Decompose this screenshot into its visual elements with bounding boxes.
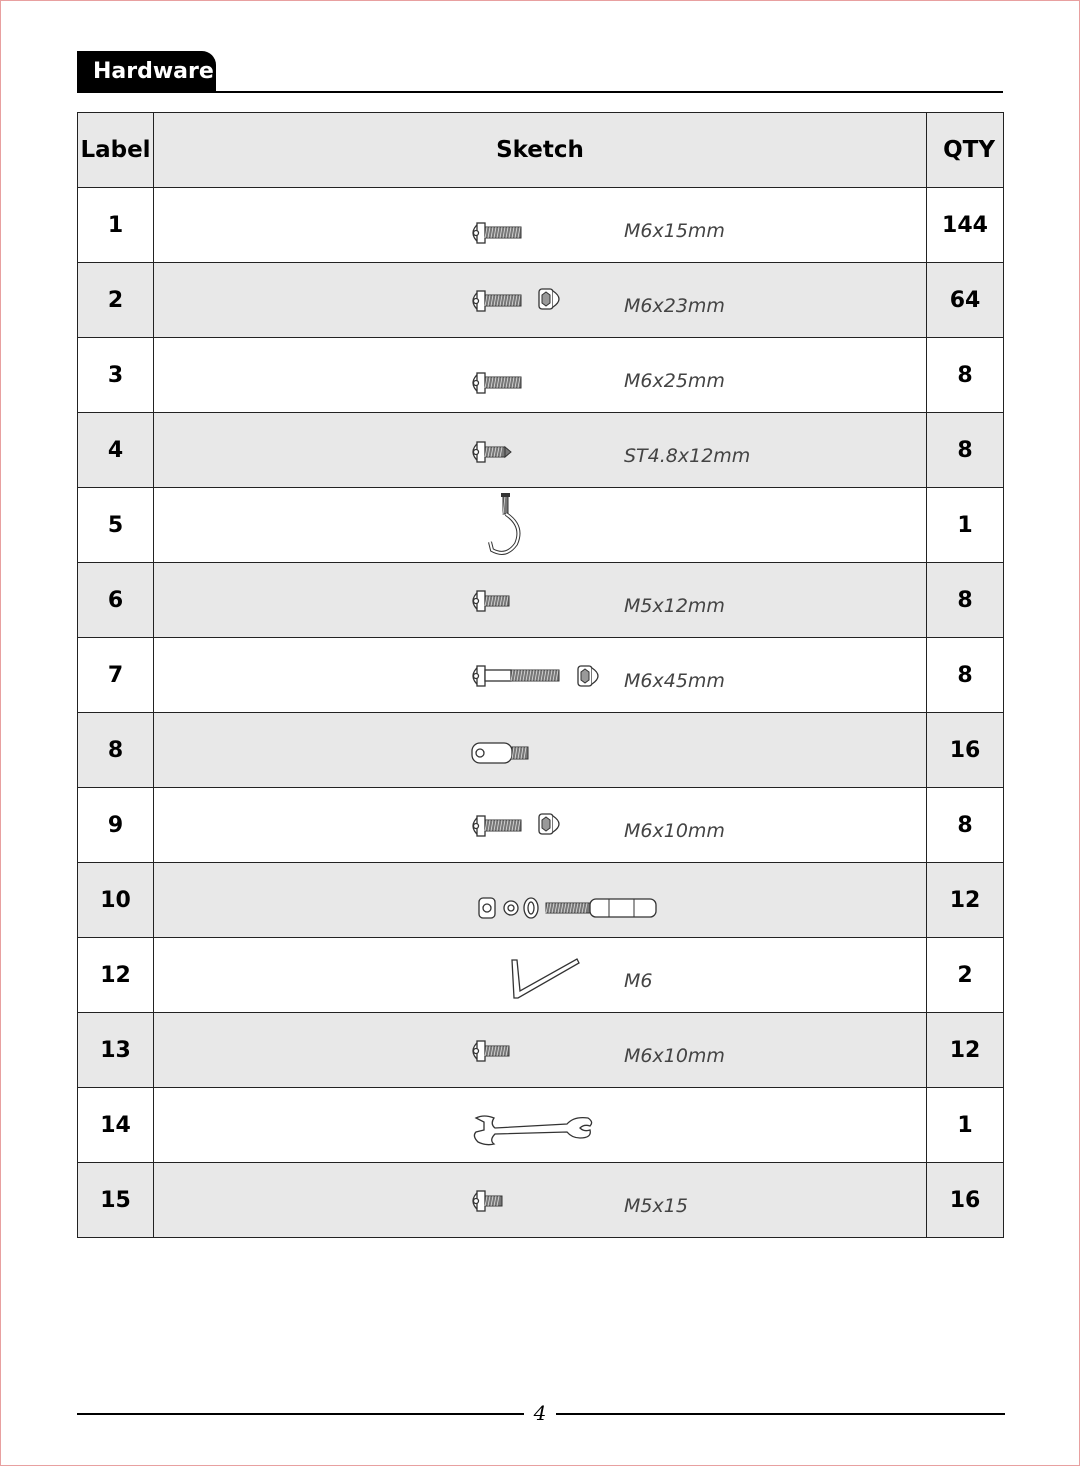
row-spec: M5x12mm bbox=[624, 595, 725, 617]
column-header-label: Label bbox=[78, 113, 154, 188]
row-sketch bbox=[154, 1013, 927, 1088]
row-label: 2 bbox=[78, 263, 154, 338]
row-sketch bbox=[154, 338, 927, 413]
standoff-connector-icon bbox=[154, 713, 925, 787]
table-row bbox=[78, 263, 1004, 338]
column-header-qty: QTY bbox=[927, 113, 1004, 188]
table-row bbox=[78, 413, 1004, 488]
row-spec: M6 bbox=[624, 970, 653, 992]
row-qty: 8 bbox=[927, 638, 1004, 713]
row-qty: 2 bbox=[927, 938, 1004, 1013]
open-end-wrench-icon bbox=[154, 1088, 925, 1162]
row-sketch bbox=[154, 1163, 927, 1238]
table-row bbox=[78, 788, 1004, 863]
table-row bbox=[78, 1013, 1004, 1088]
table-row bbox=[78, 338, 1004, 413]
allen-key-icon bbox=[154, 938, 925, 1012]
row-label: 5 bbox=[78, 488, 154, 563]
short-bolt-icon bbox=[154, 563, 925, 637]
page-number: 4 bbox=[533, 1401, 547, 1425]
row-sketch bbox=[154, 188, 927, 263]
row-qty: 12 bbox=[927, 863, 1004, 938]
row-label: 13 bbox=[78, 1013, 154, 1088]
row-spec: M6x10mm bbox=[624, 1045, 725, 1067]
row-qty: 8 bbox=[927, 413, 1004, 488]
row-qty: 1 bbox=[927, 488, 1004, 563]
row-sketch bbox=[154, 488, 927, 563]
row-label: 10 bbox=[78, 863, 154, 938]
column-header-sketch: Sketch bbox=[154, 113, 927, 188]
footer-rule-right bbox=[556, 1413, 1005, 1415]
header-rule bbox=[77, 91, 1003, 93]
row-qty: 16 bbox=[927, 713, 1004, 788]
row-spec: M6x15mm bbox=[624, 220, 725, 242]
long-bolt-and-cap-nut-icon bbox=[154, 638, 925, 712]
table-row bbox=[78, 938, 1004, 1013]
row-sketch bbox=[154, 563, 927, 638]
row-qty: 12 bbox=[927, 1013, 1004, 1088]
row-sketch bbox=[154, 788, 927, 863]
row-spec: M6x25mm bbox=[624, 370, 725, 392]
table-row bbox=[78, 863, 1004, 938]
table-row bbox=[78, 1088, 1004, 1163]
row-sketch bbox=[154, 938, 927, 1013]
row-spec: M5x15 bbox=[624, 1195, 688, 1217]
row-sketch bbox=[154, 1088, 927, 1163]
row-label: 1 bbox=[78, 188, 154, 263]
row-sketch bbox=[154, 713, 927, 788]
hardware-table bbox=[77, 112, 1004, 1238]
row-qty: 16 bbox=[927, 1163, 1004, 1238]
bolt-and-cap-nut-icon bbox=[154, 263, 925, 337]
row-sketch bbox=[154, 863, 927, 938]
button-head-bolt-icon bbox=[154, 188, 925, 262]
footer-rule-left bbox=[77, 1413, 524, 1415]
row-qty: 1 bbox=[927, 1088, 1004, 1163]
row-sketch bbox=[154, 413, 927, 488]
row-qty: 8 bbox=[927, 563, 1004, 638]
row-qty: 8 bbox=[927, 788, 1004, 863]
row-label: 6 bbox=[78, 563, 154, 638]
row-label: 7 bbox=[78, 638, 154, 713]
row-qty: 144 bbox=[927, 188, 1004, 263]
row-label: 14 bbox=[78, 1088, 154, 1163]
table-row bbox=[78, 563, 1004, 638]
row-spec: M6x10mm bbox=[624, 820, 725, 842]
row-label: 3 bbox=[78, 338, 154, 413]
bolt-and-cap-nut-icon bbox=[154, 788, 925, 862]
short-bolt-icon bbox=[154, 1013, 925, 1087]
table-row bbox=[78, 188, 1004, 263]
self-tapping-screw-icon bbox=[154, 413, 925, 487]
row-label: 15 bbox=[78, 1163, 154, 1238]
table-row bbox=[78, 1163, 1004, 1238]
button-head-bolt-icon bbox=[154, 338, 925, 412]
table-row bbox=[78, 638, 1004, 713]
row-label: 8 bbox=[78, 713, 154, 788]
row-spec: ST4.8x12mm bbox=[624, 445, 751, 467]
ceiling-hook-icon bbox=[154, 488, 925, 562]
anchor-bolt-set-icon bbox=[154, 863, 925, 937]
row-label: 9 bbox=[78, 788, 154, 863]
table-row bbox=[78, 713, 1004, 788]
table-row bbox=[78, 488, 1004, 563]
small-bolt-icon bbox=[154, 1163, 925, 1237]
row-label: 4 bbox=[78, 413, 154, 488]
row-sketch bbox=[154, 638, 927, 713]
section-title: Hardware bbox=[77, 51, 216, 93]
row-spec: M6x45mm bbox=[624, 670, 725, 692]
row-label: 12 bbox=[78, 938, 154, 1013]
row-qty: 8 bbox=[927, 338, 1004, 413]
row-qty: 64 bbox=[927, 263, 1004, 338]
table-header-row bbox=[78, 113, 1004, 188]
row-sketch bbox=[154, 263, 927, 338]
row-spec: M6x23mm bbox=[624, 295, 725, 317]
